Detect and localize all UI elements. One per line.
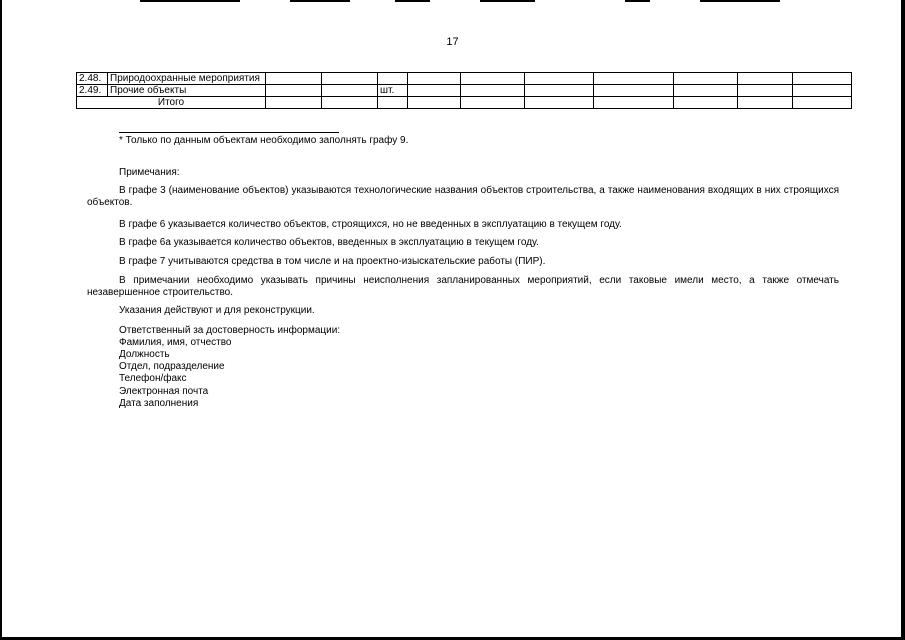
table-row	[77, 85, 852, 97]
note-paragraph: В графе 6 указывается количество объектов, строящихся, но не введенных в эксплуатацию в текущем году.	[119, 219, 622, 230]
note-paragraph: В графе 3 (наименование объектов) указываются технологические названия объектов строительства, а также наименования входящих в них строящихся объектов.	[87, 185, 839, 208]
responsible-field: Фамилия, имя, отчество	[119, 337, 232, 348]
unit-cell	[378, 73, 408, 85]
top-edge-mark	[395, 0, 430, 2]
responsible-heading: Ответственный за достоверность информации:	[119, 325, 341, 336]
row-number: 2.49.	[77, 85, 108, 97]
note-paragraph: В примечании необходимо указывать причины неисполнения запланированных мероприятий, если таковые имели место, а также отмечать незавершенное строительство.	[87, 275, 839, 298]
total-row	[77, 97, 852, 109]
total-label: Итого	[77, 97, 266, 109]
top-edge-mark	[700, 0, 780, 2]
table-row	[77, 73, 852, 85]
row-number: 2.48.	[77, 73, 108, 85]
objects-table	[76, 72, 852, 109]
top-edge-mark	[290, 0, 350, 2]
responsible-field: Отдел, подразделение	[119, 361, 225, 372]
responsible-field: Должность	[119, 349, 170, 360]
object-name: Природоохранные мероприятия	[108, 73, 266, 85]
top-edge-mark	[480, 0, 535, 2]
footnote-rule	[119, 132, 339, 133]
top-edge-mark	[140, 0, 240, 2]
note-paragraph: В графе 7 учитываются средства в том числе и на проектно-изыскательские работы (ПИР).	[119, 256, 546, 267]
top-edge-mark	[625, 0, 650, 2]
note-paragraph: В графе 6а указывается количество объектов, введенных в эксплуатацию в текущем году.	[119, 237, 539, 248]
object-name: Прочие объекты	[108, 85, 266, 97]
page-number: 17	[446, 36, 459, 48]
unit-cell: шт.	[378, 85, 408, 97]
note-paragraph: Указания действуют и для реконструкции.	[119, 305, 315, 316]
responsible-field: Телефон/факс	[119, 373, 187, 384]
responsible-field: Дата заполнения	[119, 398, 199, 409]
notes-heading: Примечания:	[119, 167, 180, 178]
page-border-right	[901, 0, 905, 640]
page-border-left	[0, 0, 2, 640]
responsible-field: Электронная почта	[119, 386, 209, 397]
footnote: * Только по данным объектам необходимо заполнять графу 9.	[119, 135, 409, 146]
